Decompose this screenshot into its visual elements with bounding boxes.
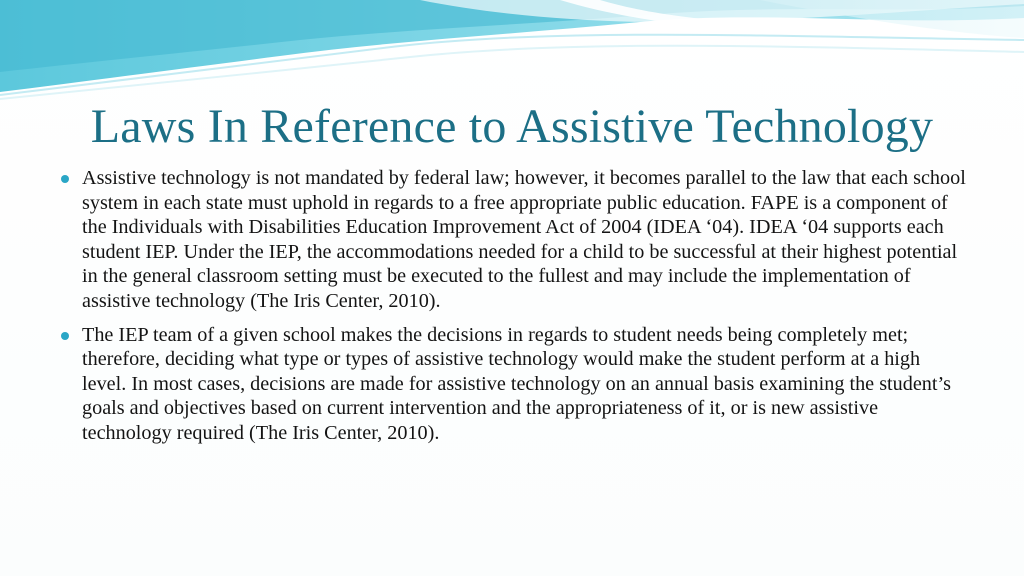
bullet-text: Assistive technology is not mandated by federal law; however, it becomes parallel to the law that each school system in each state must uphold in regards to a free appropriate public education. FAPE is a component of the Individuals with Disabilities Education Improvement Act of 2004 (IDEA ‘04). IDEA ‘04 supports each student IEP. Under the IEP, the accommodations needed for a child to be successful at their highest potential in the general classroom setting must be executed to the fullest and may include the implementation of assistive technology (The Iris Center, 2010).	[82, 167, 966, 312]
wave-banner-decoration	[0, 0, 1024, 100]
bullet-dot-icon	[61, 175, 69, 183]
bullet-item	[60, 166, 966, 314]
bullet-text: The IEP team of a given school makes the decisions in regards to student needs being completely met; therefore, deciding what type or types of assistive technology would make the student perform at a high level. In most cases, decisions are made for assistive technology on an annual basis examining the student’s goals and objectives based on current intervention and the appropriateness of it, or is new assistive technology required (The Iris Center, 2010).	[82, 323, 951, 444]
slide-title: Laws In Reference to Assistive Technology	[90, 100, 934, 153]
bullet-list	[60, 166, 966, 455]
bullet-dot-icon	[61, 332, 69, 340]
bullet-item	[60, 323, 966, 446]
